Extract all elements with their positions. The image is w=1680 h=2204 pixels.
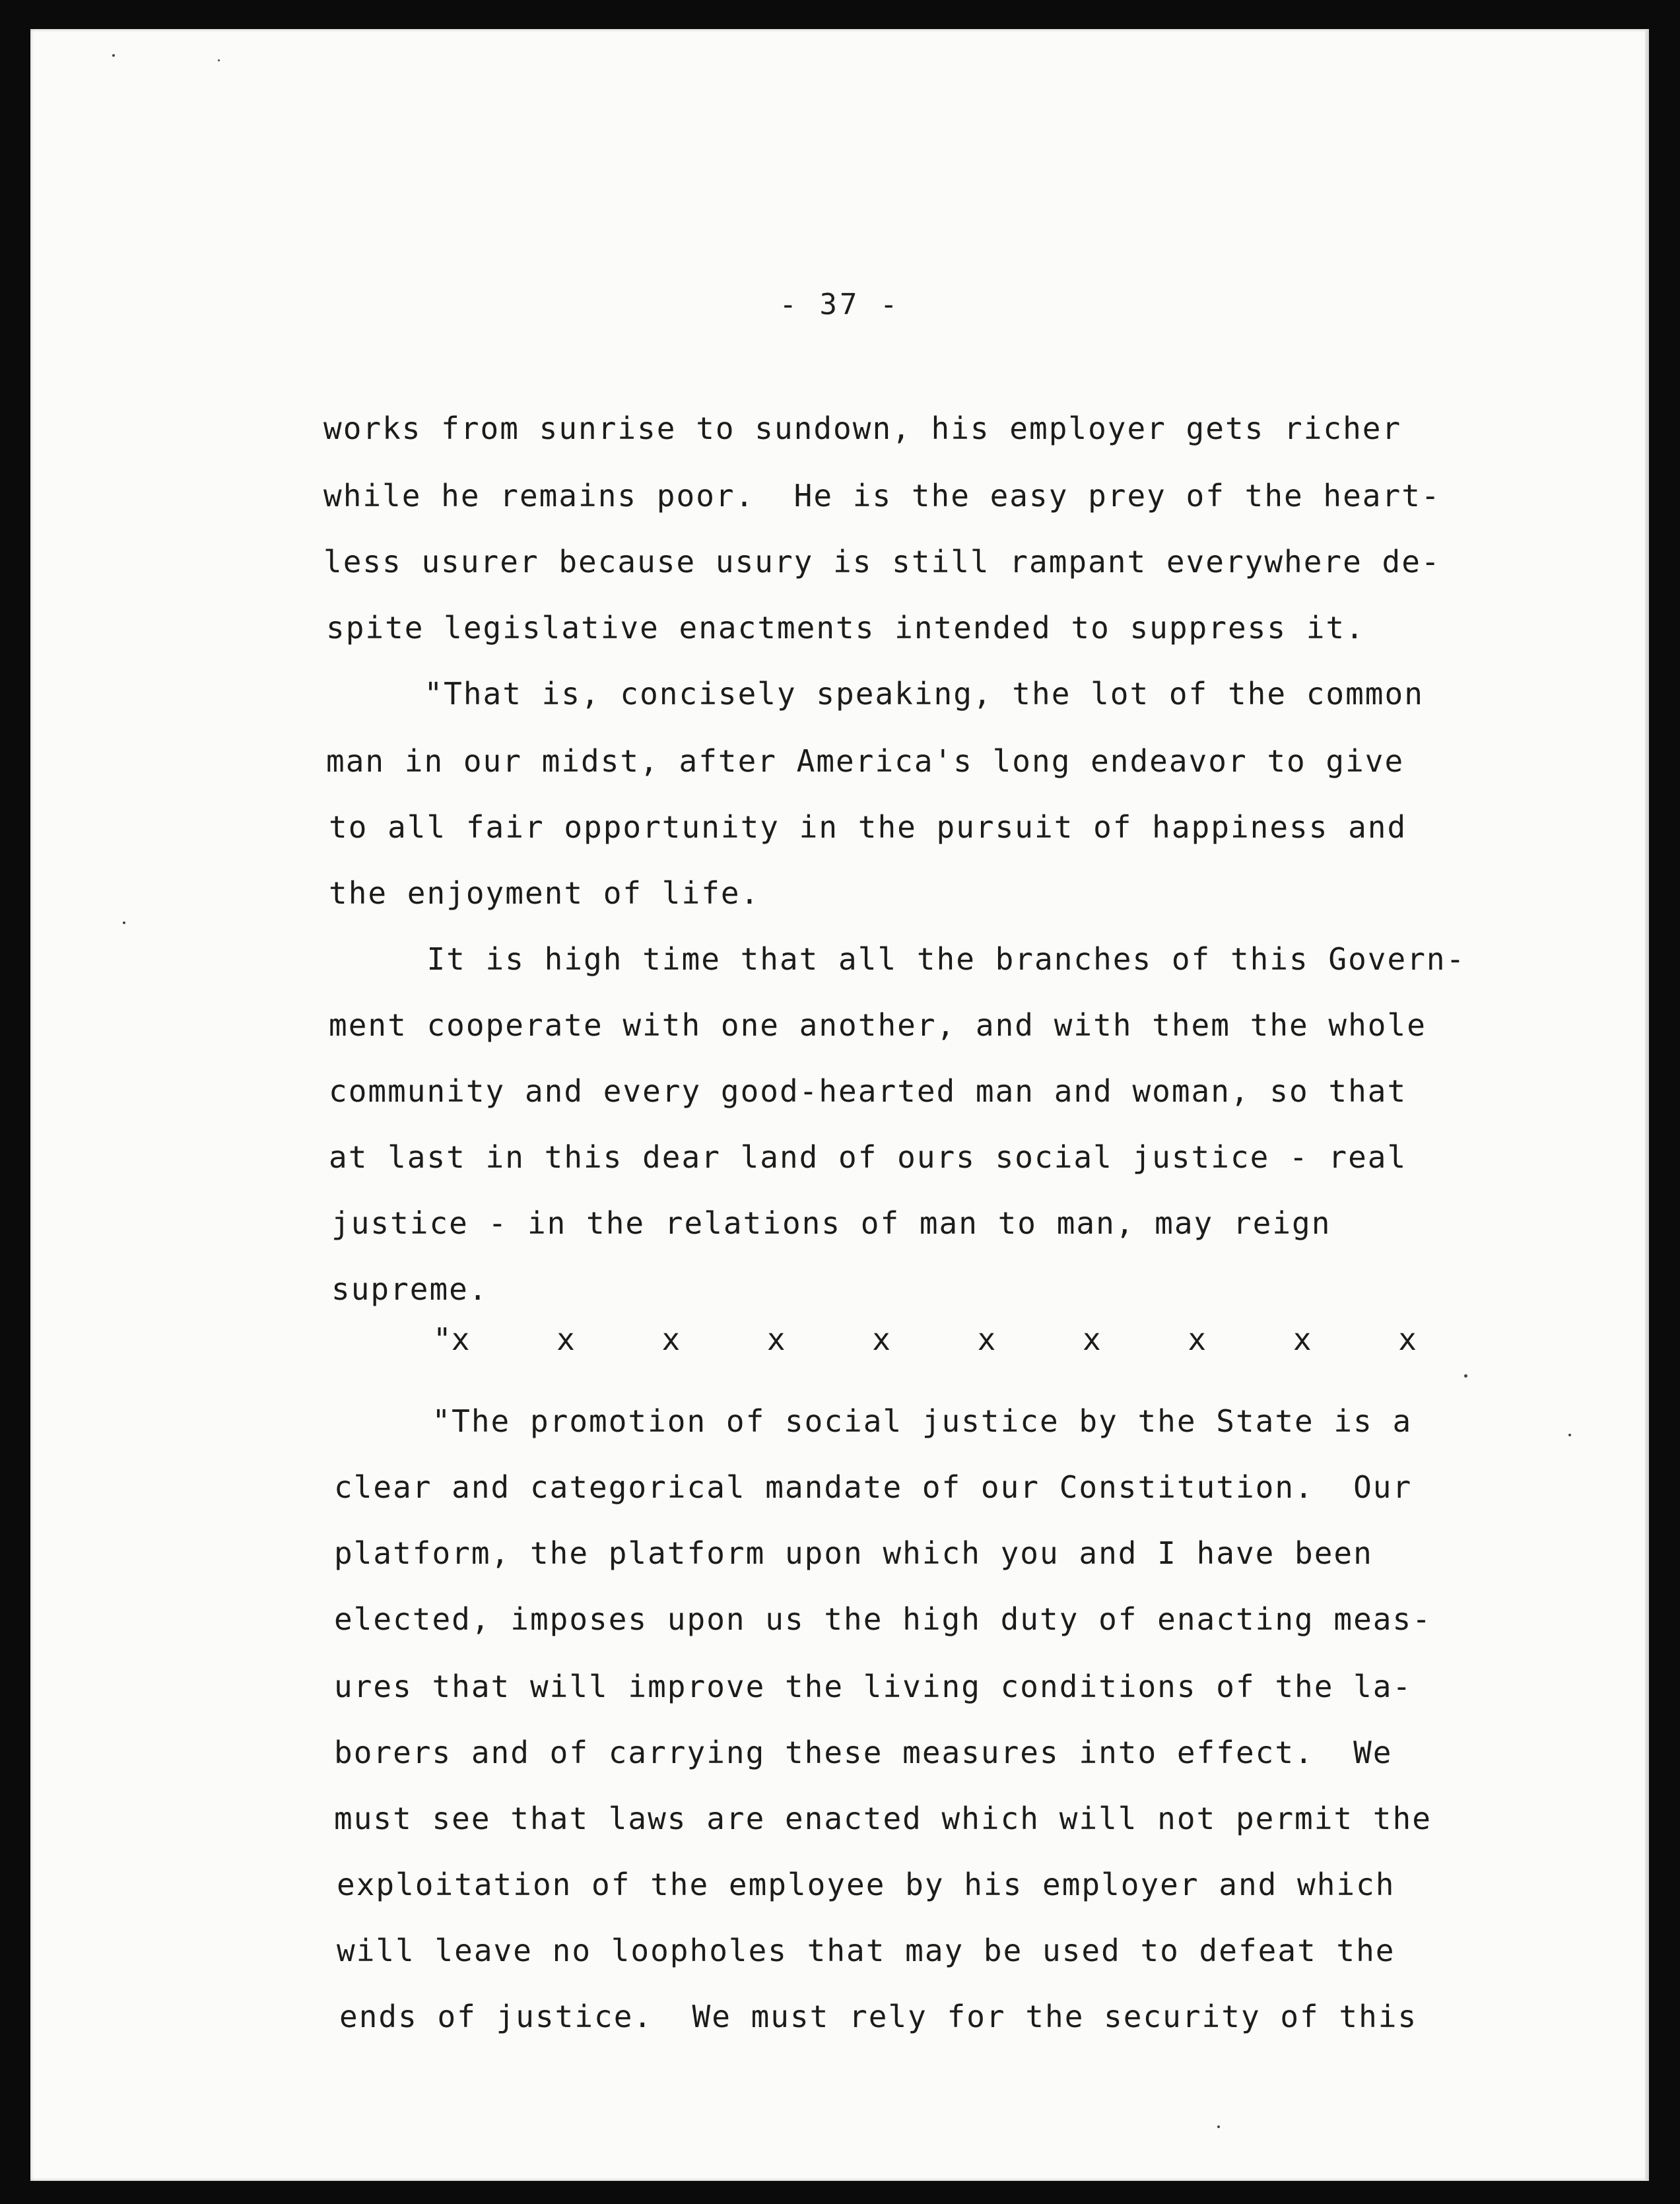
page-edge: [1645, 29, 1649, 2181]
text-line: community and every good-hearted man and woman, so that: [329, 1073, 1407, 1109]
text-line: works from sunrise to sundown, his employer gets richer: [323, 411, 1402, 446]
paper-speck: [112, 54, 115, 57]
ellipsis-mark: x: [1083, 1321, 1101, 1357]
ellipsis-mark: x: [766, 1321, 786, 1357]
text-line: clear and categorical mandate of our Constitution. Our: [334, 1469, 1413, 1505]
text-line: exploitation of the employee by his employer and which: [337, 1867, 1395, 1902]
text-line: will leave no loopholes that may be used to defeat the: [337, 1933, 1395, 1968]
text-line: It is high time that all the branches of this Govern-: [329, 941, 1466, 977]
text-line: less usurer because usury is still rampant everywhere de-: [323, 544, 1441, 580]
page-number: - 37 -: [779, 288, 900, 321]
ellipsis-mark: x: [661, 1321, 681, 1357]
ellipsis-row: [433, 1321, 1417, 1357]
paper-speck: [123, 921, 125, 924]
ellipsis-mark: x: [1188, 1321, 1207, 1357]
text-line: borers and of carrying these measures into effect. We: [334, 1735, 1393, 1770]
text-line: the enjoyment of life.: [329, 875, 760, 911]
text-line: spite legislative enactments intended to suppress it.: [326, 610, 1365, 646]
text-line: elected, imposes upon us the high duty of enacting meas-: [334, 1601, 1432, 1637]
paper-speck: [1568, 1434, 1571, 1436]
ellipsis-mark: x: [1293, 1321, 1312, 1357]
text-line: ures that will improve the living conditions of the la-: [334, 1669, 1413, 1704]
text-line: ends of justice. We must rely for the security of this: [339, 1999, 1418, 2034]
text-line: man in our midst, after America's long endeavor to give: [326, 743, 1405, 779]
paper-speck: [1464, 1374, 1467, 1378]
ellipsis-mark: x: [872, 1321, 890, 1357]
text-line: must see that laws are enacted which will not permit the: [334, 1801, 1432, 1836]
text-line: "The promotion of social justice by the State is a: [334, 1403, 1413, 1439]
ellipsis-mark: x: [977, 1321, 996, 1357]
ellipsis-mark: "x: [433, 1321, 470, 1357]
text-line: at last in this dear land of ours social justice - real: [329, 1139, 1407, 1175]
text-line: to all fair opportunity in the pursuit of happiness and: [329, 809, 1407, 845]
text-line: platform, the platform upon which you and I have been: [334, 1535, 1373, 1571]
text-line: justice - in the relations of man to man, may reign: [331, 1205, 1331, 1241]
text-line: ment cooperate with one another, and with them the whole: [329, 1007, 1427, 1043]
text-line: while he remains poor. He is the easy prey of the heart-: [323, 478, 1441, 514]
paper-speck: [1217, 2125, 1220, 2128]
ellipsis-mark: x: [1398, 1321, 1417, 1357]
text-line: supreme.: [331, 1271, 488, 1307]
text-line: "That is, concisely speaking, the lot of the common: [326, 676, 1424, 712]
document-page: [30, 29, 1649, 2181]
paper-speck: [218, 59, 220, 61]
ellipsis-mark: x: [556, 1321, 575, 1357]
